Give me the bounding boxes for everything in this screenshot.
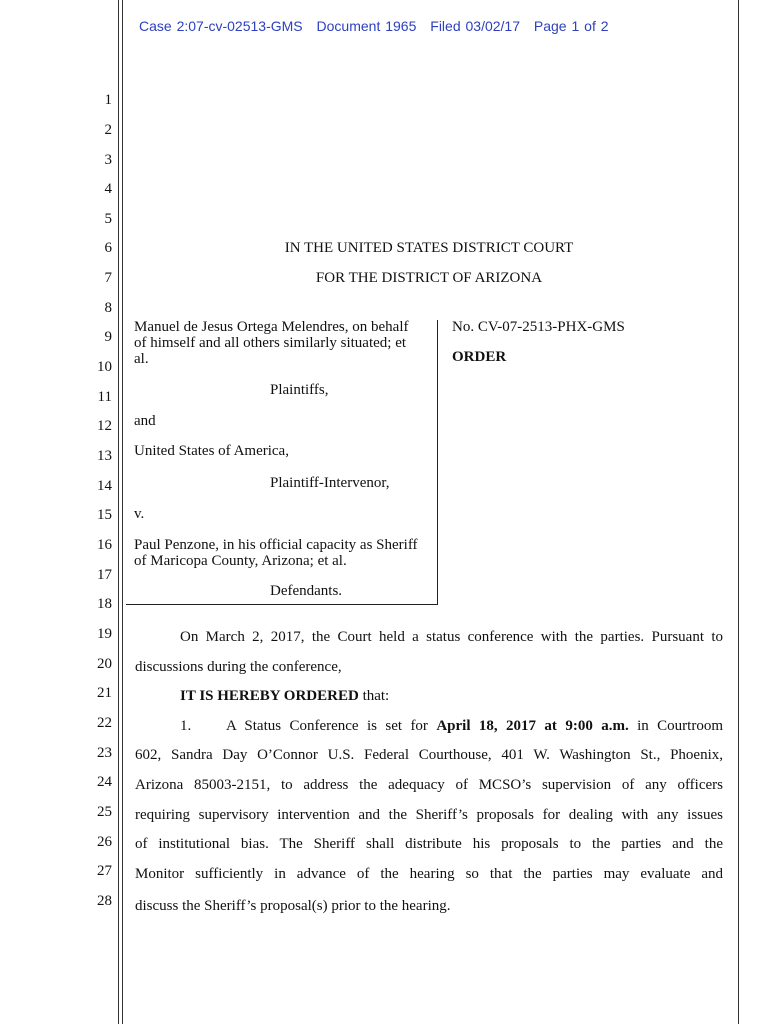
- ordered-line: [180, 688, 389, 705]
- item-1-lead: A Status Conference is set for: [226, 718, 437, 734]
- intervenor-name: United States of America,: [134, 443, 289, 459]
- document-title: ORDER: [452, 349, 507, 365]
- line-number: 7: [104, 270, 112, 286]
- plaintiffs-label: Plaintiffs,: [270, 382, 329, 398]
- line-number: 26: [97, 834, 112, 850]
- intervenor-label: Plaintiff-Intervenor,: [270, 475, 390, 491]
- caption-divider-vertical: [437, 320, 438, 605]
- line-number: 10: [97, 359, 112, 375]
- line-number: 14: [97, 478, 112, 494]
- defendant-name: Paul Penzone, in his official capacity as Sheriff of Maricopa County, Arizona; et al.: [134, 537, 418, 569]
- document-number-header: Document 1965: [316, 18, 417, 34]
- item-1-tail: in Courtroom: [628, 718, 723, 734]
- defendants-label: Defendants.: [270, 583, 343, 599]
- caption-versus: v.: [134, 506, 145, 522]
- body-line-20: discussions during the conference,: [135, 659, 342, 675]
- caption-and: and: [134, 413, 156, 429]
- line-number: 3: [104, 152, 112, 168]
- line-number: 17: [97, 567, 112, 583]
- line-number: 8: [104, 300, 112, 316]
- line-number: 21: [97, 685, 112, 701]
- line-number: 25: [97, 804, 112, 820]
- body-line-23: 602, Sandra Day O’Connor U.S. Federal Courthouse, 401 W. Washington St., Phoenix,: [135, 747, 723, 763]
- ecf-header: [139, 18, 618, 34]
- item-1-date: April 18, 2017 at 9:00 a.m.: [436, 718, 629, 734]
- line-number: 27: [97, 863, 112, 879]
- case-number-header: Case 2:07-cv-02513-GMS: [139, 18, 303, 34]
- left-margin-rule-inner: [122, 0, 123, 1024]
- caption-divider-horizontal: [126, 604, 438, 605]
- right-margin-rule: [738, 0, 739, 1024]
- line-number: 13: [97, 448, 112, 464]
- court-name: IN THE UNITED STATES DISTRICT COURT: [284, 240, 574, 256]
- line-number: 18: [97, 596, 112, 612]
- item-1-first-line: [226, 718, 723, 735]
- line-number: 4: [104, 181, 112, 197]
- line-number: 22: [97, 715, 112, 731]
- body-line-27: Monitor sufficiently in advance of the hearing so that the parties may evaluate and: [135, 866, 723, 882]
- line-number: 24: [97, 774, 112, 790]
- case-number: No. CV-07-2513-PHX-GMS: [452, 319, 625, 335]
- line-number: 2: [104, 122, 112, 138]
- body-line-28: discuss the Sheriff’s proposal(s) prior to the hearing.: [135, 898, 451, 914]
- line-number: 6: [104, 240, 112, 256]
- page-count-header: Page 1 of 2: [533, 18, 609, 34]
- filed-date-header: Filed 03/02/17: [430, 18, 520, 34]
- body-line-24: Arizona 85003-2151, to address the adequacy of MCSO’s supervision of any officers: [135, 777, 723, 793]
- ordered-rest: that:: [358, 688, 390, 704]
- line-number: 19: [97, 626, 112, 642]
- court-district: FOR THE DISTRICT OF ARIZONA: [315, 270, 543, 286]
- line-number: 11: [97, 389, 112, 405]
- body-line-25: requiring supervisory intervention and the Sheriff’s proposals for dealing with any issues: [135, 807, 723, 823]
- line-number: 5: [104, 211, 112, 227]
- body-line-19: On March 2, 2017, the Court held a status conference with the parties. Pursuant to: [180, 629, 723, 645]
- line-number: 1: [104, 92, 112, 108]
- body-line-26: of institutional bias. The Sheriff shall distribute his proposals to the parties and the: [135, 836, 723, 852]
- line-number: 28: [97, 893, 112, 909]
- line-number: 12: [97, 418, 112, 434]
- item-1-number: 1.: [180, 718, 192, 734]
- ordered-bold: IT IS HEREBY ORDERED: [180, 688, 359, 704]
- line-number: 15: [97, 507, 112, 523]
- line-number: 20: [97, 656, 112, 672]
- left-margin-rule-outer: [118, 0, 119, 1024]
- plaintiff-name: Manuel de Jesus Ortega Melendres, on behalf of himself and all others similarly situated; et al.: [134, 319, 409, 367]
- line-number: 9: [104, 329, 112, 345]
- line-number: 16: [97, 537, 112, 553]
- line-number: 23: [97, 745, 112, 761]
